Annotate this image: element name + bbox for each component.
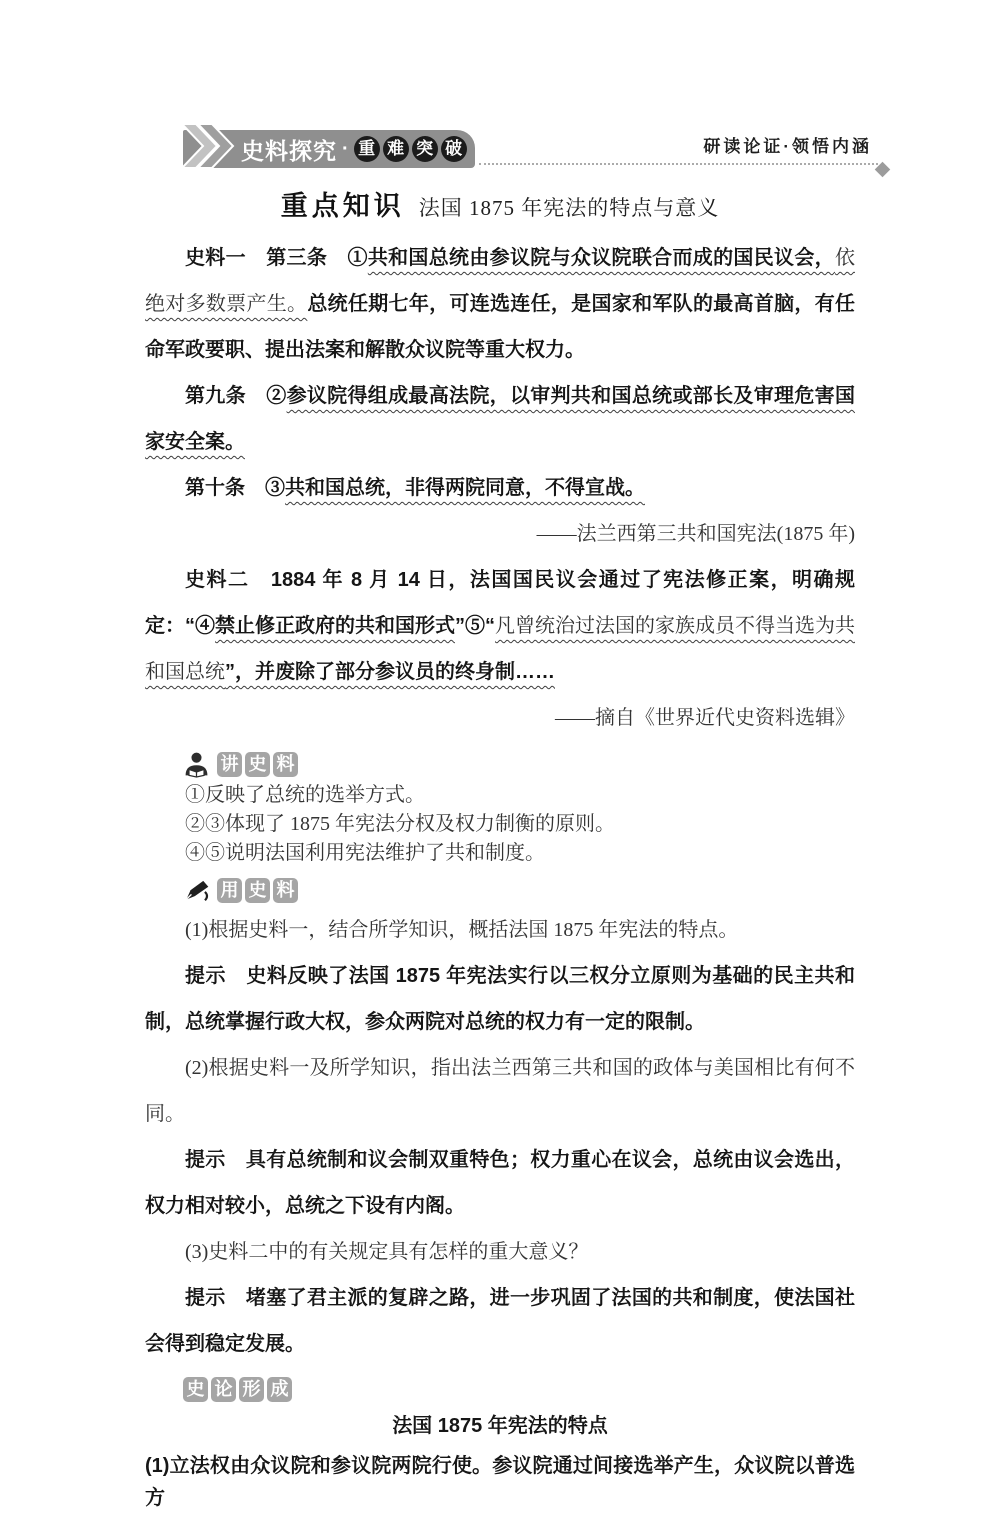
banner-tagline: 研读论证·领悟内涵 [703, 137, 872, 156]
hint-answer-1 [145, 953, 855, 1045]
textbook-page [0, 126, 1000, 1540]
text-segment: 法国 1875 年宪法的特点 [392, 1415, 608, 1437]
text-segment: ”⑤“ [455, 615, 495, 637]
text-segment: 提示 堵塞了君主派的复辟之路，进一步巩固了法国的共和制度，使法国社会得到稳定发展。 [145, 1287, 855, 1355]
banner-circle-char: 重 [354, 136, 380, 162]
text-segment: 1884 年 8 月 14 日，法国国民议会通过了宪法修正案，明确规定：“④ [145, 569, 855, 637]
heading-sub: 法国 1875 年宪法的特点与意义 [418, 196, 720, 220]
badge-char: 史 [245, 878, 270, 903]
text-segment: 史料二 [185, 569, 271, 591]
text-segment: (1)根据史料一，结合所学知识，概括法国 1875 年宪法的特点。 [185, 919, 739, 941]
question-1 [145, 907, 855, 953]
text-segment: 凡曾统治过法国的家族成员不得当选为共和国总统 [145, 615, 855, 683]
heading-main: 重点知识 [280, 191, 405, 221]
double-chevron-icon [179, 121, 237, 171]
source-two-attribution [145, 695, 855, 741]
badge-char: 史 [245, 752, 270, 777]
banner-circle-char: 难 [383, 136, 409, 162]
banner-title: 史料探究 [241, 137, 337, 164]
badge-char: 论 [211, 1377, 236, 1402]
conclusion-badge-row [183, 1377, 855, 1402]
badge-char: 成 [267, 1377, 292, 1402]
pen-icon [183, 879, 210, 903]
source-one-attribution [145, 511, 855, 557]
explain-note-3 [145, 839, 855, 868]
text-segment: 共和国总统由参议院与众议院联合而成的国民议会， [367, 247, 835, 269]
banner-circle-char: 破 [441, 136, 467, 162]
text-segment: ——摘自《世界近代史资料选辑》 [555, 707, 855, 729]
banner-separator: · [342, 137, 349, 160]
reader-icon [183, 751, 210, 777]
hint-answer-2 [145, 1137, 855, 1229]
text-segment: ②③体现了 1875 年宪法分权及权力制衡的原则。 [185, 813, 615, 835]
article-nine-paragraph [145, 373, 855, 465]
banner-circle-char: 突 [412, 136, 438, 162]
dotted-rule [479, 163, 878, 165]
explain-note-2 [145, 810, 855, 839]
question-3 [145, 1229, 855, 1275]
article-ten-paragraph [145, 465, 855, 511]
section-heading [0, 184, 1000, 223]
badge-char: 史 [183, 1377, 208, 1402]
text-segment: 共和国总统，非得两院同意，不得宣战。 [285, 477, 645, 499]
text-segment: 依绝对多数票产生。 [145, 247, 855, 315]
text-segment: (3)史料二中的有关规定具有怎样的重大意义？ [185, 1241, 589, 1263]
source-two-paragraph [145, 557, 855, 695]
text-segment: 参议院得组成最高法院，以审判共和国总统或部长及审理危害国家安全案。 [145, 385, 855, 453]
text-segment: 禁止修正政府的共和国形式 [215, 615, 455, 637]
badge-char: 讲 [217, 752, 242, 777]
text-segment: ④⑤说明法国利用宪法维护了共和制度。 [185, 842, 545, 864]
text-segment: (1)立法权由众议院和参议院两院行使。参议院通过间接选举产生，众议院以普选方 [145, 1455, 855, 1509]
badge-char: 用 [217, 878, 242, 903]
badge-char: 料 [273, 752, 298, 777]
text-segment: 第十条 ③ [185, 477, 285, 499]
source-one-paragraph [145, 235, 855, 373]
text-segment: 总统任期七年，可连选连任，是国家和军队的最高首脑，有任命军政要职、提出法案和解散众议院等重大权力。 [145, 293, 856, 361]
text-segment: 提示 史料反映了法国 1875 年宪法实行以三权分立原则为基础的民主共和制，总统掌握行政大权，参众两院对总统的权力有一定的限制。 [145, 965, 855, 1033]
conclusion-title [145, 1406, 855, 1446]
conclusion-item-1 [145, 1450, 855, 1514]
use-source-badge-row [183, 878, 855, 903]
text-segment: ①反映了总统的选举方式。 [185, 784, 425, 806]
text-segment: ”，并废除了部分参议员的终身制…… [225, 661, 555, 683]
badge-char: 形 [239, 1377, 264, 1402]
text-segment: 提示 具有总统制和议会制双重特色；权力重心在议会，总统由议会选出，权力相对较小，总统之下设有内阁。 [145, 1149, 855, 1217]
explain-note-1 [145, 781, 855, 810]
question-2 [145, 1045, 855, 1137]
badge-char: 料 [273, 878, 298, 903]
text-segment: 史料一 第三条 ① [185, 247, 368, 269]
explain-source-badge-row [183, 751, 855, 777]
text-segment: 第九条 ② [185, 385, 287, 407]
section-banner [183, 126, 882, 174]
hint-answer-3 [145, 1275, 855, 1367]
document-body [145, 235, 855, 1514]
text-segment: (2)根据史料一及所学知识，指出法兰西第三共和国的政体与美国相比有何不同。 [145, 1057, 855, 1125]
text-segment: ——法兰西第三共和国宪法(1875 年) [536, 523, 855, 545]
